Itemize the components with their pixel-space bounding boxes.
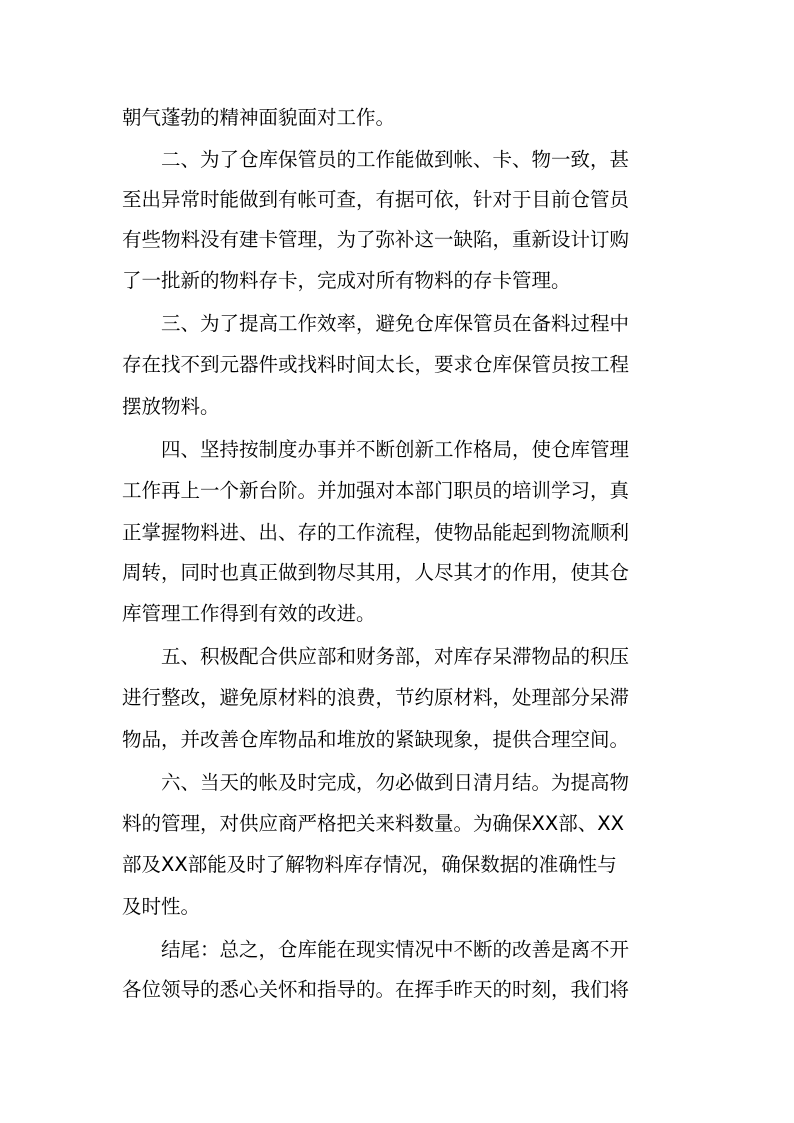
paragraph-4-start: 四、坚持按制度办事并不断创新工作格局，使仓库管理 [161,438,630,461]
paragraph-5-start: 五、积极配合供应部和财务部，对库存呆滞物品的积压 [161,645,630,668]
text-line: 存在找不到元器件或找料时间太长，要求仓库保管员按工程 [122,353,630,376]
text-line: 至出异常时能做到有帐可查，有据可依，针对于目前仓管员 [122,188,630,211]
text-line: 正掌握物料进、出、存的工作流程，使物品能起到物流顺利 [122,521,630,544]
text-line: 物品，并改善仓库物品和堆放的紧缺现象，提供合理空间。 [122,728,630,751]
text-line: 各位领导的悉心关怀和指导的。在挥手昨天的时刻，我们将 [122,978,630,1001]
text-line: 及时性。 [122,895,201,918]
text-line: 有些物料没有建卡管理，为了弥补这一缺陷，重新设计订购 [122,228,630,251]
text-line: 周转，同时也真正做到物尽其用，人尽其才的作用，使其仓 [122,561,630,584]
paragraph-6-start: 六、当天的帐及时完成，勿必做到日清月结。为提高物 [161,771,630,794]
text-line: 库管理工作得到有效的改进。 [122,602,376,625]
text-line: 朝气蓬勃的精神面貌面对工作。 [122,106,396,129]
text-line: 了一批新的物料存卡，完成对所有物料的存卡管理。 [122,269,571,292]
text-line: 料的管理，对供应商严格把关来料数量。为确保XX部、XX [122,812,624,835]
text-line: 部及XX部能及时了解物料库存情况，确保数据的准确性与 [122,853,617,876]
text-line: 工作再上一个新台阶。并加强对本部门职员的培训学习，真 [122,479,630,502]
paragraph-conclusion-start: 结尾：总之，仓库能在现实情况中不断的改善是离不开 [161,938,630,961]
text-line: 进行整改，避免原材料的浪费，节约原材料，处理部分呆滞 [122,686,630,709]
text-line: 摆放物料。 [122,395,220,418]
paragraph-2-start: 二、为了仓库保管员的工作能做到帐、卡、物一致，甚 [161,148,630,171]
paragraph-3-start: 三、为了提高工作效率，避免仓库保管员在备料过程中 [161,312,630,335]
